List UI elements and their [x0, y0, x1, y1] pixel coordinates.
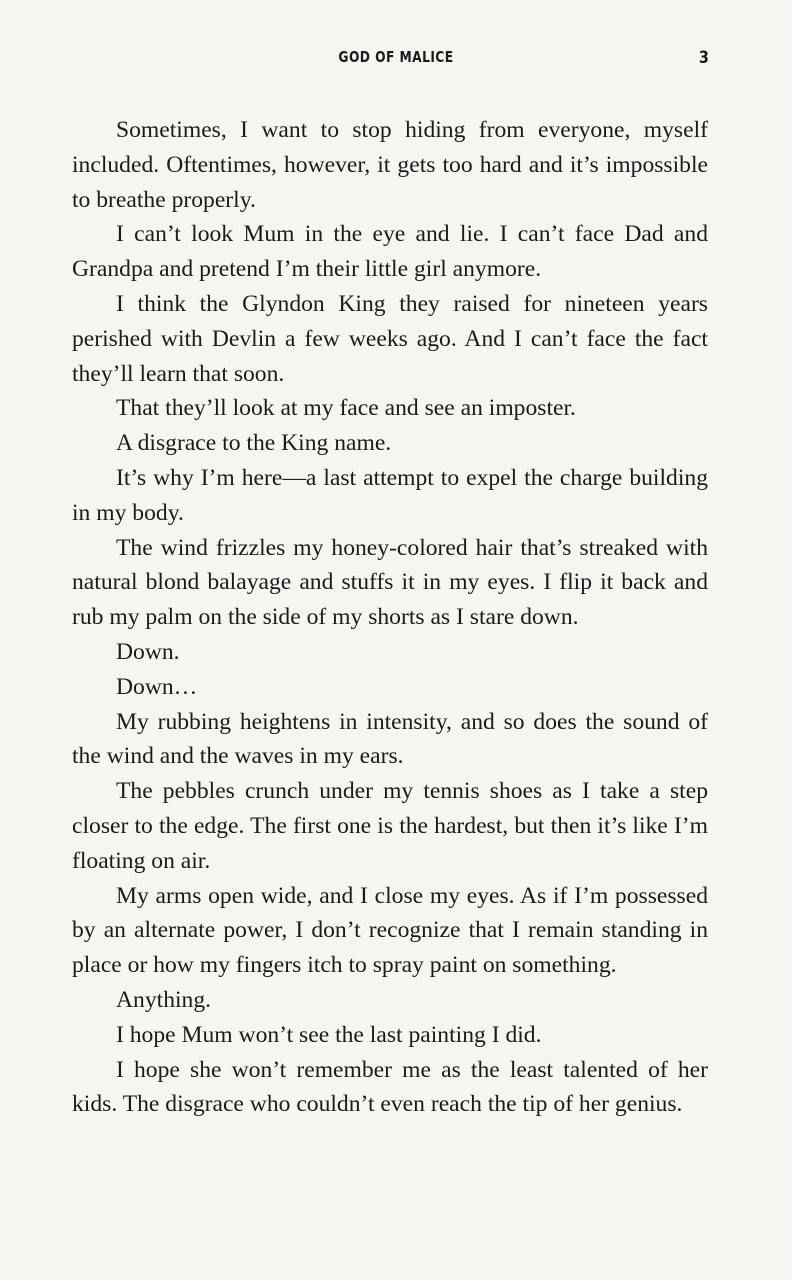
page-number: 3 [698, 48, 709, 68]
paragraph: That they’ll look at my face and see an imposter. [116, 395, 576, 422]
paragraph: My arms open wide, and I close my eyes. As if I’m possessed by an alternate power, I don’t recognize that I remain standing in place or how my fingers itch to spray paint on something. [72, 882, 708, 979]
paragraph: My rubbing heightens in intensity, and so does the sound of the wind and the waves in my ears. [72, 708, 708, 770]
paragraph: It’s why I’m here—a last attempt to expel the charge building in my body. [72, 464, 708, 526]
paragraph: Down. [116, 638, 180, 665]
running-title: GOD OF MALICE [338, 48, 454, 66]
paragraph: I think the Glyndon King they raised for nineteen years perished with Devlin a few weeks ago. And I can’t face the fact they’ll learn that soon. [72, 290, 708, 387]
paragraph: Sometimes, I want to stop hiding from everyone, myself included. Oftentimes, however, it gets too hard and it’s impossible to breathe properly. [72, 117, 708, 213]
paragraph: I hope she won’t remember me as the least talented of her kids. The disgrace who couldn’t even reach the tip of her genius. [72, 1056, 708, 1118]
body-text [72, 113, 708, 1122]
paragraph: Anything. [116, 986, 212, 1013]
paragraph: I hope Mum won’t see the last painting I did. [116, 1021, 542, 1048]
paragraph: The pebbles crunch under my tennis shoes as I take a step closer to the edge. The first one is the hardest, but then it’s like I’m floating on air. [72, 778, 708, 874]
paragraph: I can’t look Mum in the eye and lie. I can’t face Dad and Grandpa and pretend I’m their little girl anymore. [72, 221, 708, 283]
running-head [0, 48, 792, 72]
paragraph: Down… [116, 673, 198, 700]
paragraph: The wind frizzles my honey-colored hair that’s streaked with natural blond balayage and stuffs it in my eyes. I flip it back and rub my palm on the side of my shorts as I stare down. [72, 534, 708, 631]
paragraph: A disgrace to the King name. [116, 430, 392, 457]
